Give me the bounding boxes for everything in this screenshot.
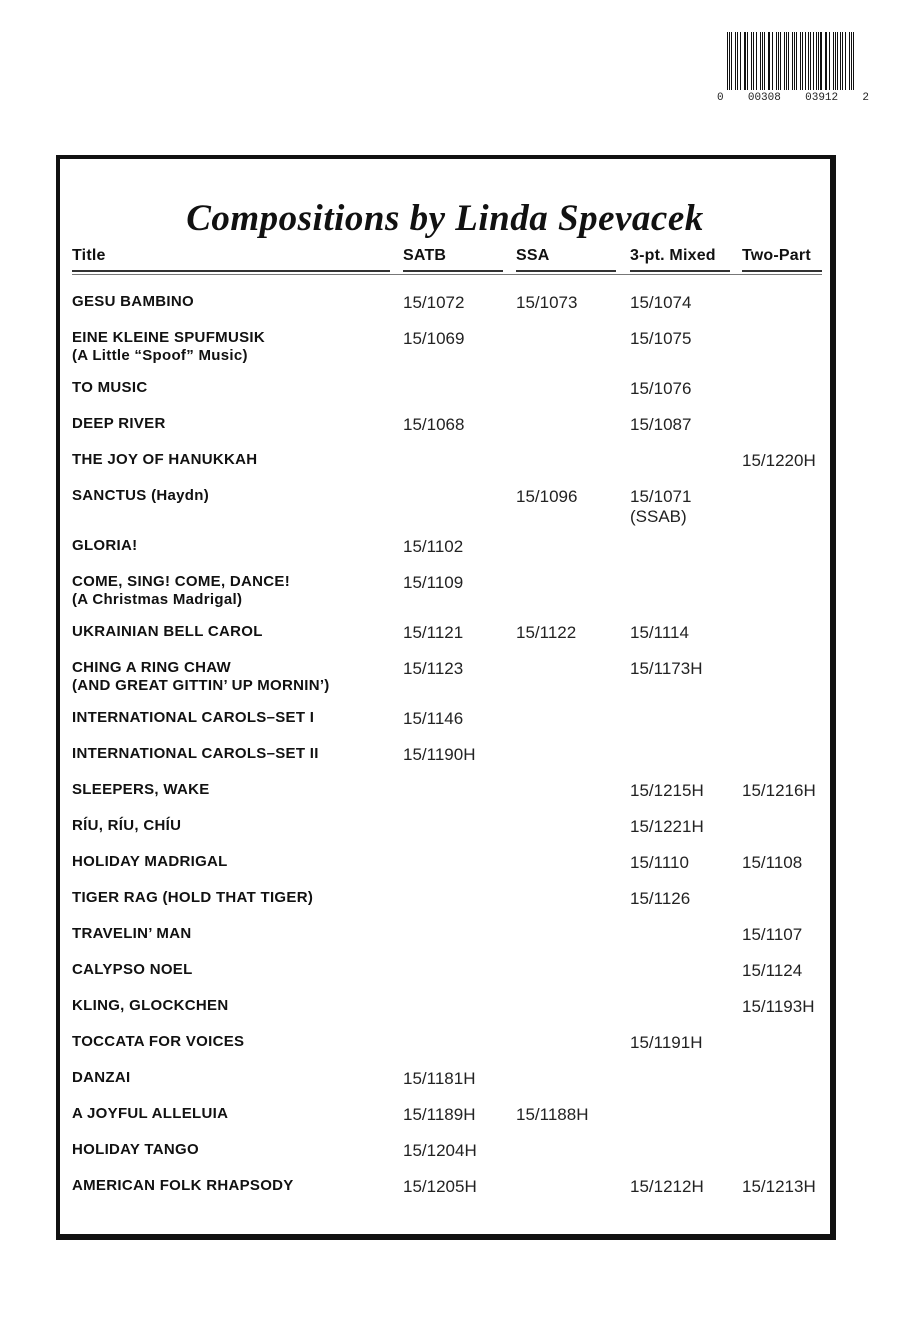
header-rule <box>742 270 822 272</box>
barcode-bar <box>727 32 728 90</box>
satb-number: 15/1204H <box>403 1141 477 1160</box>
composition-title-line: CHING A RING CHAW <box>72 659 231 676</box>
mixed-number-line: 15/1221H <box>630 817 704 836</box>
composition-title <box>72 997 392 1015</box>
mixed-number <box>630 293 691 313</box>
composition-title-line: TRAVELIN’ MAN <box>72 925 192 942</box>
table-row <box>60 1033 830 1067</box>
table-row <box>60 817 830 851</box>
barcode-bar <box>829 32 830 90</box>
composition-title <box>72 537 392 555</box>
composition-title <box>72 487 392 505</box>
two-part-number: 15/1108 <box>742 853 803 872</box>
table-row <box>60 623 830 657</box>
barcode-bar <box>747 32 748 90</box>
composition-title-line: INTERNATIONAL CAROLS–SET II <box>72 745 319 762</box>
composition-title <box>72 1105 392 1123</box>
table-row <box>60 745 830 779</box>
composition-title-line: TO MUSIC <box>72 379 148 396</box>
barcode-bar <box>820 32 821 90</box>
ssa-number: 15/1096 <box>516 487 578 506</box>
barcode-bar <box>780 32 781 90</box>
composition-title-line: DANZAI <box>72 1069 131 1086</box>
table-row <box>60 451 830 485</box>
satb-number: 15/1069 <box>403 329 465 348</box>
mixed-number-line: 15/1215H <box>630 781 704 800</box>
composition-title-line: HOLIDAY MADRIGAL <box>72 853 228 870</box>
satb-number: 15/1205H <box>403 1177 477 1196</box>
barcode-bar <box>737 32 738 90</box>
composition-title-line: SANCTUS (Haydn) <box>72 487 210 504</box>
column-header-ssa: SSA <box>516 247 550 264</box>
barcode-bar <box>845 32 846 90</box>
mixed-number <box>630 623 689 643</box>
mixed-number-line: (SSAB) <box>630 507 687 526</box>
page-title: Compositions by Linda Spevacek <box>186 198 704 239</box>
composition-title <box>72 1033 392 1051</box>
composition-title <box>72 623 392 641</box>
mixed-number <box>630 817 704 837</box>
satb-number: 15/1189H <box>403 1105 476 1124</box>
two-part-number: 15/1216H <box>742 781 816 800</box>
mixed-number <box>630 889 690 909</box>
composition-title-line: A JOYFUL ALLELUIA <box>72 1105 229 1122</box>
column-header-3pt-mixed: 3-pt. Mixed <box>630 247 716 264</box>
barcode-digit-check: 2 <box>862 92 869 104</box>
barcode <box>717 28 869 108</box>
satb-number: 15/1072 <box>403 293 465 312</box>
barcode-bars <box>727 32 857 90</box>
mixed-number <box>630 659 702 679</box>
table-row <box>60 961 830 995</box>
mixed-number <box>630 853 689 873</box>
barcode-bar <box>756 32 757 90</box>
satb-number: 15/1102 <box>403 537 464 556</box>
mixed-number <box>630 781 704 801</box>
composition-title-line: THE JOY OF HANUKKAH <box>72 451 258 468</box>
satb-number: 15/1068 <box>403 415 465 434</box>
table-row <box>60 853 830 887</box>
mixed-number-line: 15/1071 <box>630 487 692 506</box>
composition-title <box>72 659 392 695</box>
two-part-number: 15/1213H <box>742 1177 816 1196</box>
barcode-bar <box>735 32 736 90</box>
composition-title-line: DEEP RIVER <box>72 415 166 432</box>
composition-title-line: UKRAINIAN BELL CAROL <box>72 623 263 640</box>
two-part-number: 15/1124 <box>742 961 803 980</box>
mixed-number-line: 15/1110 <box>630 853 689 872</box>
mixed-number-line: 15/1074 <box>630 293 692 312</box>
satb-number: 15/1181H <box>403 1069 476 1088</box>
ssa-number: 15/1188H <box>516 1105 589 1124</box>
column-header-satb: SATB <box>403 247 447 264</box>
two-part-number: 15/1107 <box>742 925 803 944</box>
satb-number: 15/1146 <box>403 709 464 728</box>
table-row <box>60 573 830 607</box>
column-header-two-part: Two-Part <box>742 247 811 264</box>
satb-number: 15/1109 <box>403 573 464 592</box>
barcode-bar <box>788 32 789 90</box>
barcode-bar <box>776 32 777 90</box>
composition-title <box>72 573 392 609</box>
table-row <box>60 1177 830 1211</box>
composition-title-line: CALYPSO NOEL <box>72 961 193 978</box>
barcode-digit-lead: 0 <box>717 92 724 104</box>
barcode-bar <box>772 32 773 90</box>
composition-title <box>72 781 392 799</box>
composition-title-line: TIGER RAG (HOLD THAT TIGER) <box>72 889 314 906</box>
composition-title-line: GESU BAMBINO <box>72 293 194 310</box>
table-row <box>60 487 830 526</box>
mixed-number <box>630 329 691 349</box>
compositions-panel <box>56 155 836 1240</box>
barcode-bar <box>853 32 854 90</box>
mixed-number-line: 15/1087 <box>630 415 692 434</box>
composition-title-line: SLEEPERS, WAKE <box>72 781 210 798</box>
mixed-number-line: 15/1114 <box>630 623 689 642</box>
mixed-number-line: 15/1173H <box>630 659 703 678</box>
header-rule-thin <box>72 274 822 275</box>
composition-title-line: TOCCATA FOR VOICES <box>72 1033 245 1050</box>
composition-title <box>72 1177 392 1195</box>
table-row <box>60 1069 830 1103</box>
barcode-bar <box>816 32 817 90</box>
mixed-number <box>630 1033 702 1053</box>
barcode-digit-group-1: 00308 <box>747 92 781 104</box>
mixed-number-line: 15/1212H <box>630 1177 704 1196</box>
satb-number: 15/1190H <box>403 745 476 764</box>
table-row <box>60 889 830 923</box>
mixed-number <box>630 415 691 435</box>
barcode-bar <box>800 32 801 90</box>
header-rule <box>72 270 390 272</box>
composition-title-line: (AND GREAT GITTIN’ UP MORNIN’) <box>72 677 330 694</box>
composition-title-line: INTERNATIONAL CAROLS–SET I <box>72 709 315 726</box>
table-row <box>60 781 830 815</box>
mixed-number-line: 15/1076 <box>630 379 692 398</box>
header-rule <box>516 270 616 272</box>
barcode-bar <box>764 32 765 90</box>
table-row <box>60 293 830 327</box>
table-row <box>60 709 830 743</box>
barcode-digits <box>717 92 869 104</box>
table-row <box>60 659 830 693</box>
composition-title-line: AMERICAN FOLK RHAPSODY <box>72 1177 294 1194</box>
barcode-bar <box>796 32 797 90</box>
table-row <box>60 1105 830 1139</box>
table-row <box>60 537 830 571</box>
mixed-number-line: 15/1075 <box>630 329 692 348</box>
table-row <box>60 1141 830 1175</box>
barcode-bar <box>751 32 752 90</box>
composition-title <box>72 1069 392 1087</box>
composition-title <box>72 853 392 871</box>
barcode-digit-group-2: 03912 <box>805 92 839 104</box>
composition-title-line: KLING, GLOCKCHEN <box>72 997 229 1014</box>
ssa-number: 15/1122 <box>516 623 577 642</box>
composition-title-line: (A Little “Spoof” Music) <box>72 347 248 364</box>
composition-title-line: (A Christmas Madrigal) <box>72 591 243 608</box>
mixed-number <box>630 487 691 527</box>
two-part-number: 15/1220H <box>742 451 816 470</box>
header-rule <box>630 270 730 272</box>
composition-title <box>72 379 392 397</box>
composition-title-line: COME, SING! COME, DANCE! <box>72 573 291 590</box>
composition-title-line: EINE KLEINE SPUFMUSIK <box>72 329 265 346</box>
mixed-number-line: 15/1126 <box>630 889 691 908</box>
mixed-number <box>630 379 691 399</box>
mixed-number-line: 15/1191H <box>630 1033 703 1052</box>
composition-title-line: GLORIA! <box>72 537 138 554</box>
table-row <box>60 415 830 449</box>
column-header-title: Title <box>72 247 106 264</box>
composition-title <box>72 415 392 433</box>
table-row <box>60 379 830 413</box>
ssa-number: 15/1073 <box>516 293 578 312</box>
two-part-number: 15/1193H <box>742 997 815 1016</box>
composition-title <box>72 889 392 907</box>
barcode-bar <box>833 32 834 90</box>
table-row <box>60 925 830 959</box>
barcode-bar <box>840 32 841 90</box>
composition-title <box>72 1141 392 1159</box>
composition-title <box>72 329 392 365</box>
composition-title <box>72 817 392 835</box>
composition-title <box>72 293 392 311</box>
barcode-bar <box>808 32 809 90</box>
composition-title <box>72 961 392 979</box>
composition-title-line: HOLIDAY TANGO <box>72 1141 199 1158</box>
composition-title <box>72 745 392 763</box>
satb-number: 15/1121 <box>403 623 464 642</box>
composition-title <box>72 709 392 727</box>
satb-number: 15/1123 <box>403 659 464 678</box>
composition-title <box>72 451 392 469</box>
table-row <box>60 329 830 363</box>
header-rule <box>403 270 503 272</box>
table-row <box>60 997 830 1031</box>
mixed-number <box>630 1177 704 1197</box>
composition-title <box>72 925 392 943</box>
composition-title-line: RÍU, RÍU, CHÍU <box>72 817 182 834</box>
